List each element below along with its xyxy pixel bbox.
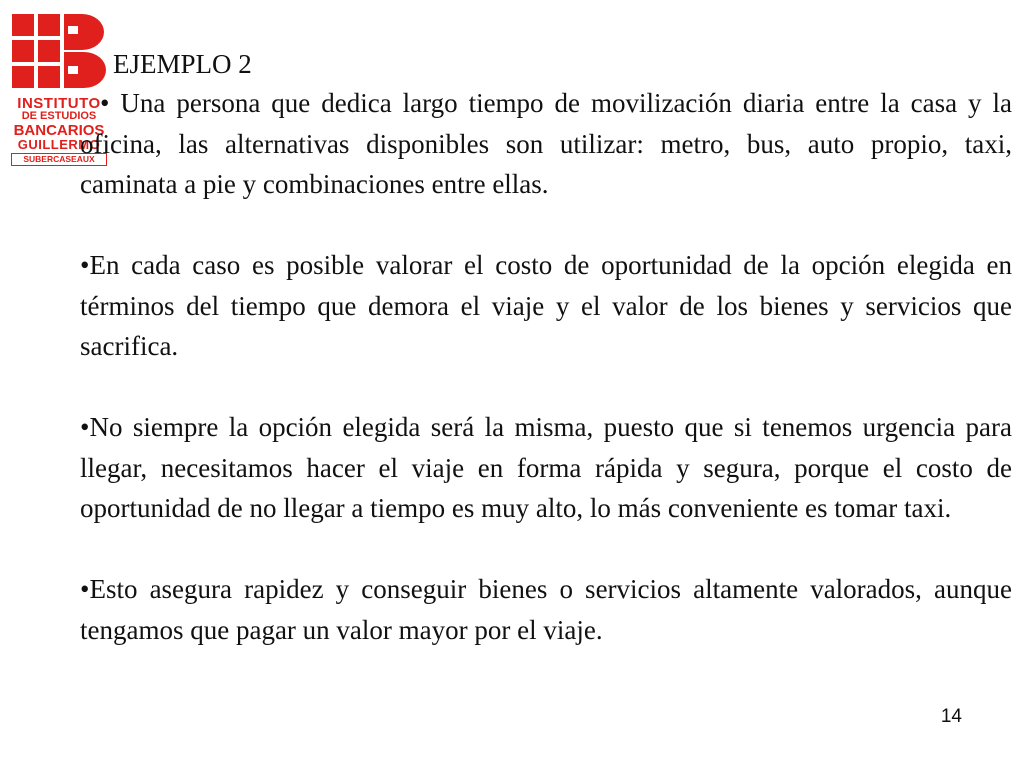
paragraph-4-text: Esto asegura rapidez y conseguir bienes o servicios altamente valorados, aunque tengamos que pagar un valor mayor por el viaje. [80, 574, 1012, 645]
bullet-icon: • [100, 88, 110, 118]
logo-line-2: DE ESTUDIOS [21, 110, 97, 122]
logo-line-4: GUILLERMO [17, 137, 101, 152]
slide-title: EJEMPLO 2 [113, 49, 252, 79]
bullet-paragraph-1 [80, 83, 1012, 205]
bullet-icon: • [80, 250, 90, 280]
bullet-paragraph-3 [80, 407, 1012, 529]
logo-line-5: SUBERCASEAUX [11, 153, 107, 166]
logo-line-3: BANCARIOS [13, 122, 105, 139]
page-number: 14 [940, 706, 962, 727]
paragraph-1-text: Una persona que dedica largo tiempo de movilización diaria entre la casa y la oficina, las alternativas disponibles son utilizar: metro, bus, auto propio, taxi, caminata a pie y combinaciones entre ellas. [80, 88, 1012, 199]
bullet-paragraph-2 [80, 245, 1012, 367]
bullet-icon: • [80, 574, 90, 604]
bullet-icon: • [80, 412, 90, 442]
paragraph-2-text: En cada caso es posible valorar el costo de oportunidad de la opción elegida en términos del tiempo que demora el viaje y el valor de los bienes y servicios que sacrifica. [80, 250, 1012, 361]
bullet-paragraph-4 [80, 569, 1012, 650]
paragraph-3-text: No siempre la opción elegida será la misma, puesto que si tenemos urgencia para llegar, necesitamos hacer el viaje en forma rápida y segura, porque el costo de oportunidad de no llegar a tiempo es muy alto, lo más conveniente es tomar taxi. [80, 412, 1012, 523]
logo-line-1: INSTITUTO [17, 95, 101, 112]
slide-body [80, 45, 1012, 650]
